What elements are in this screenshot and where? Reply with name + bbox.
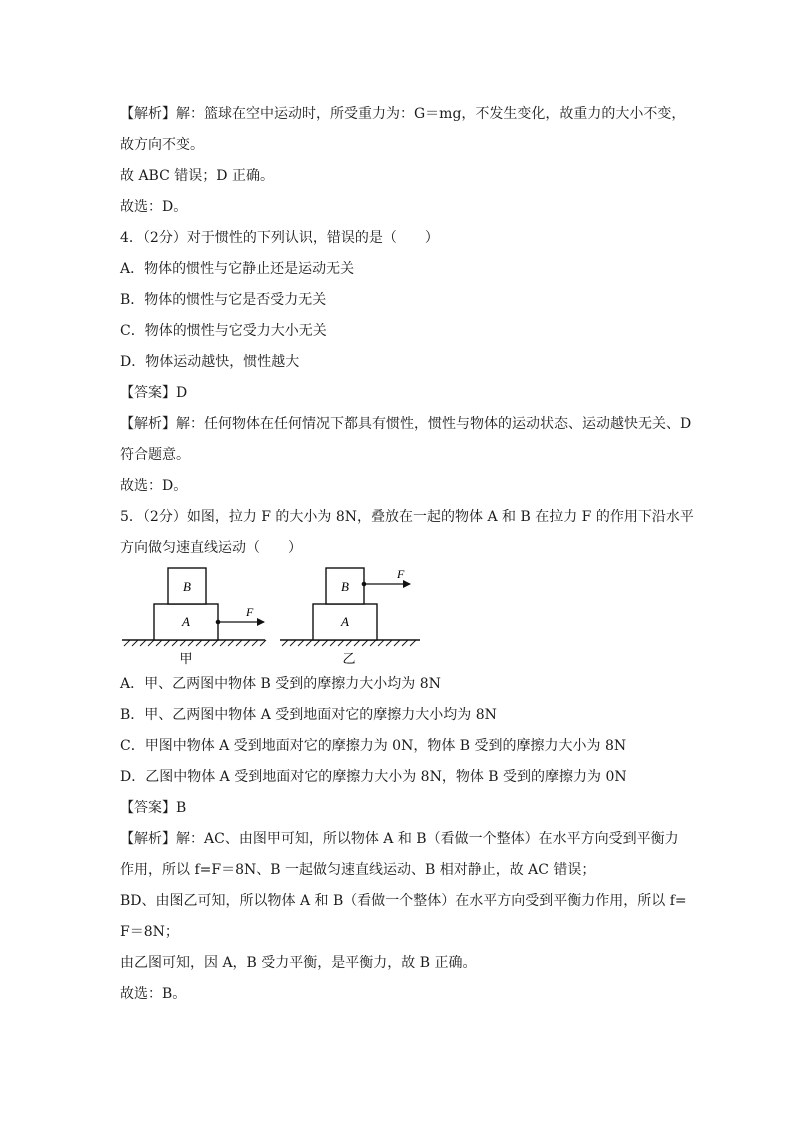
analysis-line: 由乙图可知，因 A，B 受力平衡，是平衡力，故 B 正确。 [120,955,477,971]
analysis-line: 故方向不变。 [120,137,204,153]
physics-figure [120,562,440,672]
option-d: D．乙图中物体 A 受到地面对它的摩擦力大小为 8N，物体 B 受到的摩擦力为 0N [120,769,627,785]
force-label: F [397,567,405,581]
block-b-label: B [183,579,191,594]
figure-left [122,568,266,667]
option-b: B．甲、乙两图中物体 A 受到地面对它的摩擦力大小均为 8N [120,707,497,723]
option-b: B．物体的惯性与它是否受力无关 [120,292,327,308]
ground-hatch-right [282,640,416,646]
block-a-label: A [341,614,349,629]
analysis-line: 【解析】解：任何物体在任何情况下都具有惯性，惯性与物体的运动状态、运动越快无关、D [120,416,692,432]
block-b-label: B [341,579,349,594]
choice-line: 故选：B。 [120,986,187,1002]
option-a: A．甲、乙两图中物体 B 受到的摩擦力大小均为 8N [120,676,441,692]
caption-yi: 乙 [342,652,356,667]
option-d: D．物体运动越快，惯性越大 [120,354,300,370]
caption-jia: 甲 [179,652,193,667]
question-4-stem: 4．（2分）对于惯性的下列认识，错误的是（ ） [120,230,439,246]
analysis-line: 【解析】解：AC、由图甲可知，所以物体 A 和 B（看做一个整体）在水平方向受到平衡力 [120,831,679,847]
analysis-line: 符合题意。 [120,447,190,463]
analysis-line: 【解析】解：篮球在空中运动时，所受重力为：G＝mg，不发生变化，故重力的大小不变， [120,106,686,122]
analysis-line: 作用，所以 f=F＝8N、B 一起做匀速直线运动、B 相对静止，故 AC 错误； [120,862,596,878]
ground-hatch-left [124,640,266,646]
answer-line: 【答案】D [120,385,188,401]
answer-line: 【答案】B [120,800,187,816]
block-a-label: A [182,614,190,629]
question-5-stem: 方向做匀速直线运动（ ） [120,540,302,556]
choice-line: 故选：D。 [120,478,188,494]
force-label: F [246,605,254,619]
option-c: C．物体的惯性与它受力大小无关 [120,323,327,339]
analysis-line: 故 ABC 错误；D 正确。 [120,168,274,184]
choice-line: 故选：D。 [120,199,188,215]
option-c: C．甲图中物体 A 受到地面对它的摩擦力为 0N，物体 B 受到的摩擦力大小为 8N [120,738,627,754]
analysis-line: F＝8N； [120,924,179,940]
question-5-stem: 5．（2分）如图，拉力 F 的大小为 8N，叠放在一起的物体 A 和 B 在拉力 F 的作用下沿水平 [120,509,694,525]
analysis-line: BD、由图乙可知，所以物体 A 和 B（看做一个整体）在水平方向受到平衡力作用，所以 f= [120,893,687,909]
option-a: A．物体的惯性与它静止还是运动无关 [120,261,355,277]
figure-right [280,567,420,667]
